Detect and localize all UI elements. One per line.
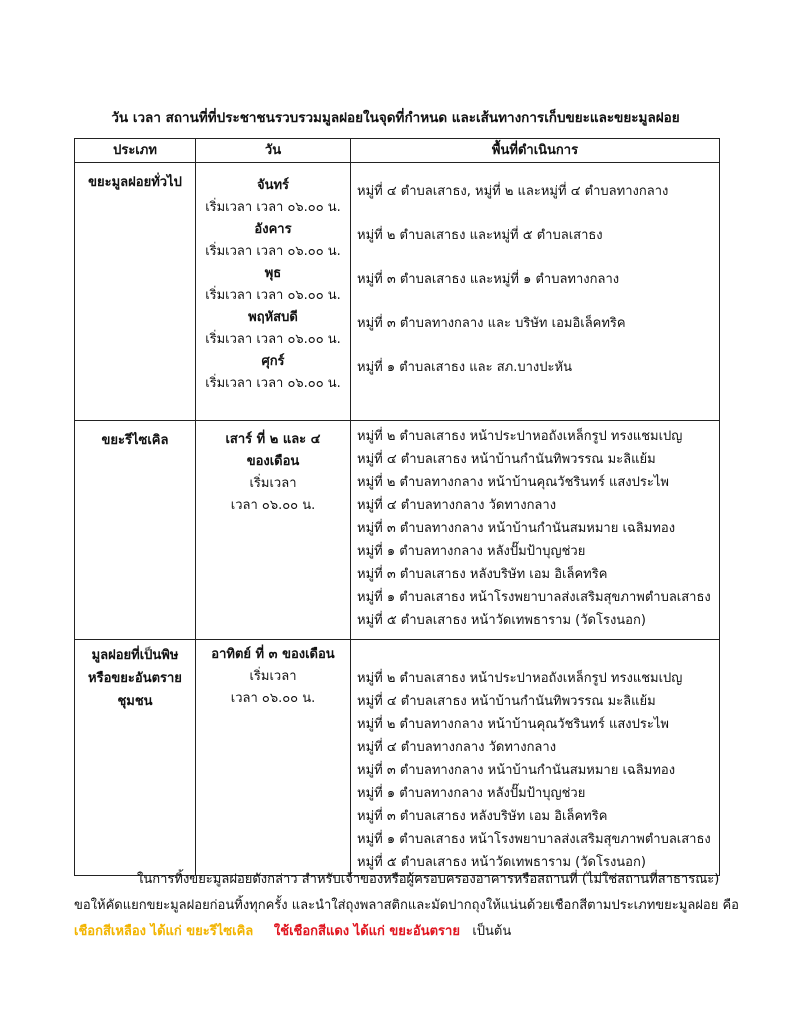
- start-time: เริ่มเวลา เวลา ๐๖.๐๐ น.: [205, 376, 341, 391]
- area-item: หมู่ที่ ๓ ตำบลทางกลาง หน้าบ้านกำนันสมหมาย เฉลิมทอง: [357, 521, 676, 536]
- table-row-recycle: [75, 421, 720, 640]
- footer-paragraph-line2: ขอให้คัดแยกขยะมูลฝอยก่อนทิ้งทุกครั้ง และนำใส่ถุงพลาสติกและมัดปากถุงให้แน่นด้วยเชือกสีตามประเภทขยะมูลฝอย คือ: [74, 898, 739, 913]
- category-line: มูลฝอยที่เป็นพิษ: [91, 648, 179, 663]
- area-item: หมู่ที่ ๕ ตำบลเสาธง หน้าวัดเทพธาราม (วัดโรงนอก): [357, 855, 646, 870]
- area-item: หมู่ที่ ๑ ตำบลเสาธง และ สภ.บางปะหัน: [357, 360, 572, 375]
- schedule-table: [74, 138, 720, 876]
- day-of-month: ของเดือน: [246, 454, 300, 469]
- days-recycle: [196, 421, 351, 640]
- area-item: หมู่ที่ ๒ ตำบลเสาธง และหมู่ที่ ๕ ตำบลเสาธง: [357, 228, 603, 243]
- start-time: เริ่มเวลา เวลา ๐๖.๐๐ น.: [205, 244, 341, 259]
- day-friday: ศุกร์: [261, 354, 285, 369]
- category-hazard: [75, 640, 196, 876]
- area-item: หมู่ที่ ๔ ตำบลเสาธง, หมู่ที่ ๒ และหมู่ที่ ๔ ตำบลทางกลาง: [357, 184, 669, 199]
- area-item: หมู่ที่ ๑ ตำบลเสาธง หน้าโรงพยาบาลส่งเสริมสุขภาพตำบลเสาธง: [357, 590, 711, 605]
- area-item: หมู่ที่ ๒ ตำบลทางกลาง หน้าบ้านคุณวัชรินทร์ แสงประไพ: [357, 717, 669, 732]
- area-item: หมู่ที่ ๔ ตำบลทางกลาง วัดทางกลาง: [357, 498, 557, 513]
- area-item: หมู่ที่ ๓ ตำบลเสาธง และหมู่ที่ ๑ ตำบลทางกลาง: [357, 272, 620, 287]
- category-line: ชุมชน: [117, 694, 153, 709]
- area-item: หมู่ที่ ๔ ตำบลทางกลาง วัดทางกลาง: [357, 740, 557, 755]
- header-day: วัน: [196, 139, 351, 163]
- area-item: หมู่ที่ ๔ ตำบลเสาธง หน้าบ้านกำนันทิพวรรณ มะลิแย้ม: [357, 452, 656, 467]
- table-header-row: [75, 139, 720, 163]
- start-time: เวลา ๐๖.๐๐ น.: [230, 691, 316, 706]
- day-saturday: เสาร์ ที่ ๒ และ ๔: [225, 432, 321, 447]
- footer-ending: เป็นต้น: [472, 924, 512, 939]
- table-row-general: [75, 163, 720, 421]
- header-area: พื้นที่ดำเนินการ: [351, 139, 720, 163]
- category-line: หรือขยะอันตราย: [88, 671, 182, 686]
- page-title: วัน เวลา สถานที่ที่ประชาชนรวบรวมมูลฝอยในจุดที่กำหนด และเส้นทางการเก็บขยะและขยะมูลฝอย: [111, 110, 680, 126]
- area-item: หมู่ที่ ๒ ตำบลทางกลาง หน้าบ้านคุณวัชรินทร์ แสงประไพ: [357, 475, 669, 490]
- header-type: ประเภท: [75, 139, 196, 163]
- area-item: หมู่ที่ ๑ ตำบลทางกลาง หลังปั๊มป้าบุญช่วย: [357, 786, 586, 801]
- day-monday: จันทร์: [256, 178, 290, 193]
- area-item: หมู่ที่ ๓ ตำบลทางกลาง และ บริษัท เอมอิเล็คทริค: [357, 316, 626, 331]
- days-general: [196, 163, 351, 421]
- area-item: หมู่ที่ ๑ ตำบลทางกลาง หลังปั๊มป้าบุญช่วย: [357, 544, 586, 559]
- red-rope-note: ใช้เชือกสีแดง ได้แก่ ขยะอันตราย: [273, 924, 460, 939]
- area-item: หมู่ที่ ๔ ตำบลเสาธง หน้าบ้านกำนันทิพวรรณ มะลิแย้ม: [357, 694, 656, 709]
- areas-hazard: [351, 640, 720, 876]
- area-item: หมู่ที่ ๓ ตำบลเสาธง หลังบริษัท เอม อิเล็คทริค: [357, 567, 608, 582]
- areas-recycle: [351, 421, 720, 640]
- day-thursday: พฤหัสบดี: [248, 310, 298, 325]
- area-item: หมู่ที่ ๓ ตำบลทางกลาง หน้าบ้านกำนันสมหมาย เฉลิมทอง: [357, 763, 676, 778]
- areas-general: [351, 163, 720, 421]
- footer-paragraph-line3: [0, 922, 791, 942]
- category-recycle: ขยะรีไซเคิล: [75, 421, 196, 640]
- area-item: หมู่ที่ ๒ ตำบลเสาธง หน้าประปาหอถังเหล็กรูป ทรงแชมเปญ: [357, 429, 683, 444]
- area-item: หมู่ที่ ๑ ตำบลเสาธง หน้าโรงพยาบาลส่งเสริมสุขภาพตำบลเสาธง: [357, 832, 711, 847]
- area-item: หมู่ที่ ๓ ตำบลเสาธง หลังบริษัท เอม อิเล็คทริค: [357, 809, 608, 824]
- start-time: เริ่มเวลา เวลา ๐๖.๐๐ น.: [205, 288, 341, 303]
- table-row-hazard: [75, 640, 720, 876]
- area-item: หมู่ที่ ๕ ตำบลเสาธง หน้าวัดเทพธาราม (วัดโรงนอก): [357, 613, 646, 628]
- start-label: เริ่มเวลา: [249, 476, 297, 491]
- day-wednesday: พุธ: [264, 266, 282, 281]
- category-general: ขยะมูลฝอยทั่วไป: [75, 163, 196, 421]
- day-tuesday: อังคาร: [254, 222, 292, 237]
- start-time: เริ่มเวลา เวลา ๐๖.๐๐ น.: [205, 200, 341, 215]
- start-time: เริ่มเวลา เวลา ๐๖.๐๐ น.: [205, 332, 341, 347]
- day-sunday: อาทิตย์ ที่ ๓ ของเดือน: [211, 647, 335, 662]
- yellow-rope-note: เชือกสีเหลือง ได้แก่ ขยะรีไซเคิล: [74, 924, 254, 939]
- footer-paragraph-line1: ในการทิ้งขยะมูลฝอยดังกล่าว สำหรับเจ้าของหรือผู้ครอบครองอาคารหรือสถานที่ (ไม่ใช่สถานที่สาธารณะ): [137, 872, 720, 887]
- start-label: เริ่มเวลา: [249, 669, 297, 684]
- start-time: เวลา ๐๖.๐๐ น.: [230, 498, 316, 513]
- area-item: หมู่ที่ ๒ ตำบลเสาธง หน้าประปาหอถังเหล็กรูป ทรงแชมเปญ: [357, 671, 683, 686]
- days-hazard: [196, 640, 351, 876]
